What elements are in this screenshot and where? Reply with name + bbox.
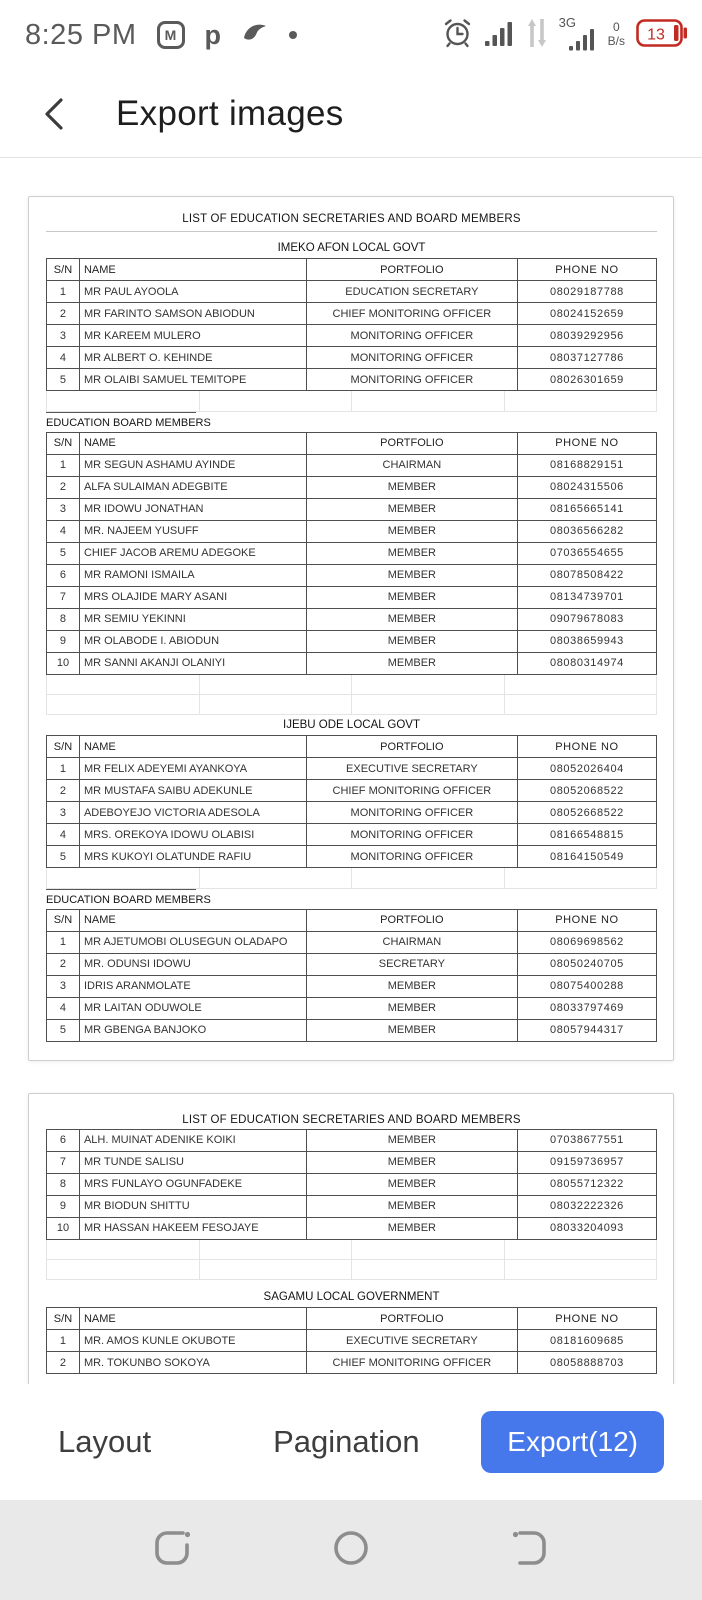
empty-cell (504, 391, 657, 411)
serial-cell: 5 (47, 542, 80, 564)
serial-cell: 2 (47, 780, 80, 802)
data-rate-value: 0 (612, 20, 620, 35)
table-row (47, 780, 657, 802)
phone-cell: 08078508422 (517, 564, 656, 586)
table-row (47, 1217, 657, 1239)
nav-home-button[interactable] (327, 1524, 375, 1577)
serial-cell: 2 (47, 953, 80, 975)
phone-cell: 08033797469 (517, 997, 656, 1019)
phone-cell: 08024152659 (517, 303, 656, 325)
data-table (46, 1129, 657, 1240)
empty-cell (504, 868, 657, 888)
table-row (47, 652, 657, 674)
serial-cell: 2 (47, 1352, 80, 1374)
table-row (47, 824, 657, 846)
phone-cell: 08080314974 (517, 652, 656, 674)
portfolio-cell: CHIEF MONITORING OFFICER (306, 303, 517, 325)
name-cell: MR FELIX ADEYEMI AYANKOYA (79, 758, 306, 780)
table-row (47, 630, 657, 652)
serial-cell: 5 (47, 369, 80, 391)
name-cell: MR SANNI AKANJI OLANIYI (79, 652, 306, 674)
table-row (47, 1129, 657, 1151)
action-bar (0, 1384, 702, 1500)
empty-cell (504, 695, 657, 715)
serial-cell: 4 (47, 520, 80, 542)
empty-cell (504, 675, 657, 695)
empty-cell (352, 1240, 505, 1260)
phone-cell: 08134739701 (517, 586, 656, 608)
name-cell: MR HASSAN HAKEEM FESOJAYE (79, 1217, 306, 1239)
data-table (46, 909, 657, 1042)
phone-cell: 08181609685 (517, 1330, 656, 1352)
battery-level-text: 13 (647, 26, 665, 43)
empty-cell (199, 391, 352, 411)
table-row (47, 1195, 657, 1217)
column-header: S/N (47, 1308, 80, 1330)
serial-cell: 10 (47, 652, 80, 674)
home-icon (327, 1524, 375, 1572)
table-row (47, 564, 657, 586)
column-header: NAME (79, 432, 306, 454)
phone-cell: 08032222326 (517, 1195, 656, 1217)
phone-cell: 08026301659 (517, 369, 656, 391)
data-table (46, 258, 657, 391)
table-title: SAGAMU LOCAL GOVERNMENT (263, 1291, 440, 1303)
empty-cell (352, 1260, 505, 1280)
name-cell: MR LAITAN ODUWOLE (79, 997, 306, 1019)
portfolio-cell: MONITORING OFFICER (306, 802, 517, 824)
serial-cell: 4 (47, 997, 80, 1019)
portfolio-cell: MEMBER (306, 542, 517, 564)
document-title: LIST OF EDUCATION SECRETARIES AND BOARD MEMBERS (46, 213, 657, 232)
portfolio-cell: MEMBER (306, 1195, 517, 1217)
signal-icon (485, 19, 515, 52)
header-row (47, 259, 657, 281)
table-row (47, 520, 657, 542)
table-row (47, 476, 657, 498)
table-row (47, 953, 657, 975)
serial-cell: 8 (47, 1173, 80, 1195)
portfolio-cell: MEMBER (306, 608, 517, 630)
table-row (47, 608, 657, 630)
name-cell: MR SEMIU YEKINNI (79, 608, 306, 630)
column-header: PHONE NO (517, 259, 656, 281)
m-app-icon (157, 21, 185, 49)
serial-cell: 9 (47, 1195, 80, 1217)
portfolio-cell: MONITORING OFFICER (306, 347, 517, 369)
serial-cell: 1 (47, 281, 80, 303)
serial-cell: 4 (47, 347, 80, 369)
empty-cell (47, 1260, 200, 1280)
status-bar (0, 0, 702, 70)
column-header: S/N (47, 432, 80, 454)
name-cell: MR GBENGA BANJOKO (79, 1019, 306, 1041)
serial-cell: 1 (47, 758, 80, 780)
serial-cell: 5 (47, 1019, 80, 1041)
name-cell: MR TUNDE SALISU (79, 1151, 306, 1173)
section-label: EDUCATION BOARD MEMBERS (46, 412, 657, 432)
empty-grid-rows (46, 1240, 657, 1281)
portfolio-cell: MEMBER (306, 630, 517, 652)
table-row (47, 454, 657, 476)
name-cell: MR. NAJEEM YUSUFF (79, 520, 306, 542)
table-row (47, 1352, 657, 1374)
navigation-bar (0, 1500, 702, 1600)
data-rate (608, 21, 625, 49)
column-header: PORTFOLIO (306, 736, 517, 758)
empty-cell (504, 1240, 657, 1260)
back-button[interactable] (36, 92, 72, 136)
document-page-preview[interactable] (28, 196, 674, 1061)
phone-cell: 08050240705 (517, 953, 656, 975)
empty-cell (47, 695, 200, 715)
portfolio-cell: MONITORING OFFICER (306, 369, 517, 391)
p-app-icon: p (204, 19, 221, 50)
name-cell: MR. TOKUNBO SOKOYA (79, 1352, 306, 1374)
portfolio-cell: MEMBER (306, 975, 517, 997)
portfolio-cell: EDUCATION SECRETARY (306, 281, 517, 303)
table-row (47, 542, 657, 564)
column-header: PHONE NO (517, 736, 656, 758)
name-cell: MR BIODUN SHITTU (79, 1195, 306, 1217)
traffic-arrows-icon (526, 16, 548, 55)
name-cell: MR IDOWU JONATHAN (79, 498, 306, 520)
empty-cell (504, 1260, 657, 1280)
phone-cell: 07036554655 (517, 542, 656, 564)
name-cell: MR ALBERT O. KEHINDE (79, 347, 306, 369)
dot-icon (289, 31, 297, 39)
column-header: PHONE NO (517, 1308, 656, 1330)
table-row (47, 997, 657, 1019)
serial-cell: 4 (47, 824, 80, 846)
table-title: IMEKO AFON LOCAL GOVT (277, 242, 426, 254)
column-header: NAME (79, 736, 306, 758)
phone-cell: 09079678083 (517, 608, 656, 630)
table-row (47, 846, 657, 868)
phone-cell: 08165665141 (517, 498, 656, 520)
empty-cell (47, 868, 200, 888)
empty-cell (47, 675, 200, 695)
table-row (47, 758, 657, 780)
table-row (47, 1173, 657, 1195)
serial-cell: 7 (47, 586, 80, 608)
signal-3g-icon (559, 17, 597, 53)
column-header: PHONE NO (517, 432, 656, 454)
portfolio-cell: MEMBER (306, 1019, 517, 1041)
portfolio-cell: MEMBER (306, 997, 517, 1019)
serial-cell: 5 (47, 846, 80, 868)
battery-icon (636, 19, 688, 52)
phone-cell: 08075400288 (517, 975, 656, 997)
nav-back-button[interactable] (506, 1524, 554, 1577)
portfolio-cell: MEMBER (306, 564, 517, 586)
document-pages (0, 157, 702, 1384)
column-header: NAME (79, 909, 306, 931)
serial-cell: 3 (47, 975, 80, 997)
name-cell: MR PAUL AYOOLA (79, 281, 306, 303)
phone-cell: 08052668522 (517, 802, 656, 824)
phone-cell: 08024315506 (517, 476, 656, 498)
name-cell: MR. AMOS KUNLE OKUBOTE (79, 1330, 306, 1352)
phone-cell: 08052026404 (517, 758, 656, 780)
portfolio-cell: MEMBER (306, 520, 517, 542)
name-cell: MR SEGUN ASHAMU AYINDE (79, 454, 306, 476)
column-header: NAME (79, 1308, 306, 1330)
name-cell: MR OLABODE I. ABIODUN (79, 630, 306, 652)
empty-grid-rows (46, 868, 657, 889)
name-cell: MR KAREEM MULERO (79, 325, 306, 347)
portfolio-cell: MONITORING OFFICER (306, 325, 517, 347)
portfolio-cell: MEMBER (306, 586, 517, 608)
portfolio-cell: CHAIRMAN (306, 931, 517, 953)
header-row (47, 432, 657, 454)
name-cell: MR AJETUMOBI OLUSEGUN OLADAPO (79, 931, 306, 953)
portfolio-cell: MEMBER (306, 498, 517, 520)
phone-cell: 08033204093 (517, 1217, 656, 1239)
page-title: Export images (116, 93, 344, 133)
column-header: PORTFOLIO (306, 259, 517, 281)
empty-cell (352, 868, 505, 888)
portfolio-cell: CHIEF MONITORING OFFICER (306, 1352, 517, 1374)
table-row (47, 1330, 657, 1352)
phone-cell: 08069698562 (517, 931, 656, 953)
document-title: LIST OF EDUCATION SECRETARIES AND BOARD MEMBERS (182, 1113, 521, 1126)
table-row (47, 325, 657, 347)
phone-cell: 08039292956 (517, 325, 656, 347)
phone-cell: 08037127786 (517, 347, 656, 369)
section-label: EDUCATION BOARD MEMBERS (46, 889, 657, 909)
empty-cell (199, 675, 352, 695)
network-type-label: 3G (558, 15, 576, 30)
phone-cell: 08052068522 (517, 780, 656, 802)
phone-cell: 08055712322 (517, 1173, 656, 1195)
back-nav-icon (506, 1524, 554, 1572)
phone-cell: 08057944317 (517, 1019, 656, 1041)
empty-cell (47, 391, 200, 411)
name-cell: CHIEF JACOB AREMU ADEGOKE (79, 542, 306, 564)
serial-cell: 6 (47, 1129, 80, 1151)
status-time: 8:25 PM (25, 18, 137, 51)
data-table (46, 735, 657, 868)
name-cell: MR RAMONI ISMAILA (79, 564, 306, 586)
header-row (47, 736, 657, 758)
data-table (46, 432, 657, 675)
nav-recents-button[interactable] (148, 1524, 196, 1577)
column-header: PORTFOLIO (306, 432, 517, 454)
portfolio-cell: MEMBER (306, 652, 517, 674)
serial-cell: 1 (47, 1330, 80, 1352)
name-cell: MRS OLAJIDE MARY ASANI (79, 586, 306, 608)
alarm-icon (441, 16, 474, 54)
name-cell: ALH. MUINAT ADENIKE KOIKI (79, 1129, 306, 1151)
notification-icons (157, 19, 298, 52)
phone-cell: 07038677551 (517, 1129, 656, 1151)
pagination-button[interactable]: Pagination (273, 1424, 420, 1459)
portfolio-cell: MEMBER (306, 1173, 517, 1195)
m-app-glyph: M (164, 27, 177, 43)
phone-cell: 08166548815 (517, 824, 656, 846)
export-button[interactable]: Export(12) (481, 1411, 664, 1473)
data-rate-unit: B/s (607, 34, 625, 48)
phone-cell: 08164150549 (517, 846, 656, 868)
column-header: PHONE NO (517, 909, 656, 931)
phone-cell: 09159736957 (517, 1151, 656, 1173)
serial-cell: 8 (47, 608, 80, 630)
phone-cell: 08038659943 (517, 630, 656, 652)
gap (46, 1280, 657, 1287)
table-row (47, 975, 657, 997)
name-cell: MRS KUKOYI OLATUNDE RAFIU (79, 846, 306, 868)
empty-cell (352, 675, 505, 695)
name-cell: MR. ODUNSI IDOWU (79, 953, 306, 975)
portfolio-cell: MONITORING OFFICER (306, 824, 517, 846)
portfolio-cell: CHAIRMAN (306, 454, 517, 476)
serial-cell: 1 (47, 454, 80, 476)
portfolio-cell: MEMBER (306, 476, 517, 498)
table-row (47, 281, 657, 303)
document-page-preview[interactable] (28, 1093, 674, 1385)
serial-cell: 2 (47, 476, 80, 498)
empty-grid-rows (46, 675, 657, 716)
phone-cell: 08058888703 (517, 1352, 656, 1374)
column-header: PORTFOLIO (306, 909, 517, 931)
empty-cell (352, 391, 505, 411)
layout-button[interactable]: Layout (58, 1424, 152, 1459)
empty-cell (199, 695, 352, 715)
column-header: PORTFOLIO (306, 1308, 517, 1330)
table-row (47, 1151, 657, 1173)
serial-cell: 2 (47, 303, 80, 325)
empty-cell (199, 868, 352, 888)
empty-cell (47, 1240, 200, 1260)
empty-cell (199, 1240, 352, 1260)
bird-app-icon (241, 19, 269, 52)
table-row (47, 1019, 657, 1041)
portfolio-cell: CHIEF MONITORING OFFICER (306, 780, 517, 802)
column-header: S/N (47, 909, 80, 931)
portfolio-cell: MONITORING OFFICER (306, 846, 517, 868)
data-table (46, 1307, 657, 1374)
column-header: S/N (47, 259, 80, 281)
name-cell: ADEBOYEJO VICTORIA ADESOLA (79, 802, 306, 824)
serial-cell: 6 (47, 564, 80, 586)
portfolio-cell: SECRETARY (306, 953, 517, 975)
table-row (47, 931, 657, 953)
table-row (47, 586, 657, 608)
status-right-icons (441, 16, 688, 55)
name-cell: MR MUSTAFA SAIBU ADEKUNLE (79, 780, 306, 802)
portfolio-cell: MEMBER (306, 1129, 517, 1151)
header-row (47, 1308, 657, 1330)
column-header: S/N (47, 736, 80, 758)
table-row (47, 498, 657, 520)
table-row (47, 369, 657, 391)
serial-cell: 3 (47, 325, 80, 347)
empty-grid-rows (46, 391, 657, 412)
serial-cell: 7 (47, 1151, 80, 1173)
portfolio-cell: MEMBER (306, 1217, 517, 1239)
serial-cell: 9 (47, 630, 80, 652)
app-header (0, 70, 702, 157)
empty-cell (352, 695, 505, 715)
serial-cell: 3 (47, 802, 80, 824)
name-cell: MRS FUNLAYO OGUNFADEKE (79, 1173, 306, 1195)
serial-cell: 1 (47, 931, 80, 953)
portfolio-cell: EXECUTIVE SECRETARY (306, 1330, 517, 1352)
name-cell: MR OLAIBI SAMUEL TEMITOPE (79, 369, 306, 391)
phone-cell: 08168829151 (517, 454, 656, 476)
name-cell: IDRIS ARANMOLATE (79, 975, 306, 997)
name-cell: MR FARINTO SAMSON ABIODUN (79, 303, 306, 325)
column-header: NAME (79, 259, 306, 281)
header-row (47, 909, 657, 931)
empty-cell (199, 1260, 352, 1280)
recents-icon (148, 1524, 196, 1572)
serial-cell: 3 (47, 498, 80, 520)
portfolio-cell: MEMBER (306, 1151, 517, 1173)
phone-cell: 08036566282 (517, 520, 656, 542)
name-cell: ALFA SULAIMAN ADEGBITE (79, 476, 306, 498)
table-title: IJEBU ODE LOCAL GOVT (283, 719, 420, 731)
portfolio-cell: EXECUTIVE SECRETARY (306, 758, 517, 780)
table-row (47, 802, 657, 824)
phone-cell: 08029187788 (517, 281, 656, 303)
name-cell: MRS. OREKOYA IDOWU OLABISI (79, 824, 306, 846)
table-row (47, 303, 657, 325)
serial-cell: 10 (47, 1217, 80, 1239)
table-row (47, 347, 657, 369)
